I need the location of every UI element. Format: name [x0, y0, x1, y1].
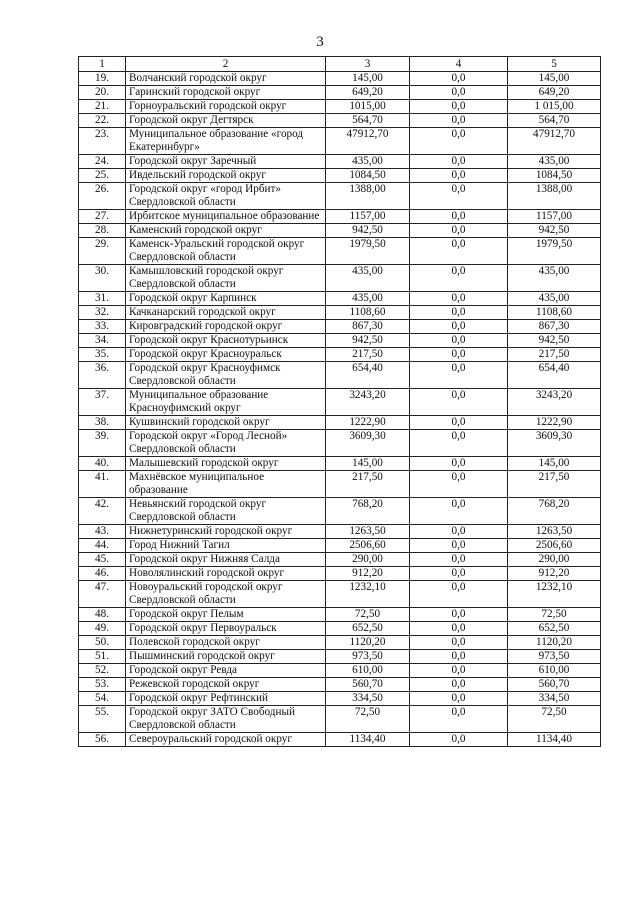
- row-number: 46.: [79, 567, 126, 581]
- table-row: [79, 457, 601, 471]
- table-row: [79, 183, 601, 210]
- municipality-name: Малышевский городской округ: [126, 457, 326, 471]
- table-row: [79, 265, 601, 292]
- column-3-value: 3243,20: [326, 389, 410, 416]
- column-4-value: 0,0: [410, 320, 508, 334]
- municipality-name: Городской округ «Город Лесной» Свердловской области: [126, 430, 326, 457]
- table-row: [79, 664, 601, 678]
- row-number: 30.: [79, 265, 126, 292]
- municipality-name: Пышминский городской округ: [126, 650, 326, 664]
- table-row: [79, 608, 601, 622]
- table-row: [79, 72, 601, 86]
- column-3-value: 942,50: [326, 224, 410, 238]
- row-number: 48.: [79, 608, 126, 622]
- table-row: [79, 733, 601, 747]
- municipality-name: Муниципальное образование Красноуфимский округ: [126, 389, 326, 416]
- column-header: 2: [126, 57, 326, 72]
- municipality-name: Городской округ Красноуфимск Свердловской области: [126, 362, 326, 389]
- column-5-value: 652,50: [508, 622, 601, 636]
- column-4-value: 0,0: [410, 664, 508, 678]
- row-number: 42.: [79, 498, 126, 525]
- table-row: [79, 581, 601, 608]
- column-5-value: 47912,70: [508, 128, 601, 155]
- column-5-value: 435,00: [508, 292, 601, 306]
- column-5-value: 1157,00: [508, 210, 601, 224]
- municipality-name: Камышловский городской округ Свердловской области: [126, 265, 326, 292]
- row-number: 55.: [79, 706, 126, 733]
- table-row: [79, 348, 601, 362]
- municipality-name: Городской округ Ревда: [126, 664, 326, 678]
- column-3-value: 1084,50: [326, 169, 410, 183]
- municipality-name: Каменский городской округ: [126, 224, 326, 238]
- table-row: [79, 86, 601, 100]
- column-5-value: 145,00: [508, 72, 601, 86]
- column-3-value: 768,20: [326, 498, 410, 525]
- column-4-value: 0,0: [410, 362, 508, 389]
- column-4-value: 0,0: [410, 210, 508, 224]
- table-row: [79, 567, 601, 581]
- column-5-value: 912,20: [508, 567, 601, 581]
- column-4-value: 0,0: [410, 183, 508, 210]
- column-3-value: 1108,60: [326, 306, 410, 320]
- row-number: 45.: [79, 553, 126, 567]
- column-3-value: 290,00: [326, 553, 410, 567]
- municipality-name: Махнёвское муниципальное образование: [126, 471, 326, 498]
- column-3-value: 649,20: [326, 86, 410, 100]
- row-number: 50.: [79, 636, 126, 650]
- column-4-value: 0,0: [410, 471, 508, 498]
- column-5-value: 1134,40: [508, 733, 601, 747]
- column-3-value: 145,00: [326, 72, 410, 86]
- column-5-value: 435,00: [508, 265, 601, 292]
- column-3-value: 564,70: [326, 114, 410, 128]
- column-4-value: 0,0: [410, 224, 508, 238]
- column-5-value: 1263,50: [508, 525, 601, 539]
- column-4-value: 0,0: [410, 636, 508, 650]
- column-4-value: 0,0: [410, 389, 508, 416]
- table-row: [79, 430, 601, 457]
- municipality-name: Городской округ Дегтярск: [126, 114, 326, 128]
- column-3-value: 72,50: [326, 706, 410, 733]
- column-3-value: 610,00: [326, 664, 410, 678]
- municipality-name: Городской округ Краснотурьинск: [126, 334, 326, 348]
- column-4-value: 0,0: [410, 678, 508, 692]
- column-3-value: 1120,20: [326, 636, 410, 650]
- column-5-value: 3609,30: [508, 430, 601, 457]
- municipality-name: Кировградский городской округ: [126, 320, 326, 334]
- municipality-name: Городской округ Первоуральск: [126, 622, 326, 636]
- column-3-value: 942,50: [326, 334, 410, 348]
- row-number: 19.: [79, 72, 126, 86]
- row-number: 21.: [79, 100, 126, 114]
- table-row: [79, 622, 601, 636]
- column-3-value: 2506,60: [326, 539, 410, 553]
- municipality-name: Городской округ Карпинск: [126, 292, 326, 306]
- column-header: 4: [410, 57, 508, 72]
- municipality-name: Городской округ Рефтинский: [126, 692, 326, 706]
- column-4-value: 0,0: [410, 650, 508, 664]
- municipality-name: Кушвинский городской округ: [126, 416, 326, 430]
- column-5-value: 564,70: [508, 114, 601, 128]
- column-4-value: 0,0: [410, 155, 508, 169]
- column-3-value: 47912,70: [326, 128, 410, 155]
- row-number: 33.: [79, 320, 126, 334]
- column-5-value: 2506,60: [508, 539, 601, 553]
- column-5-value: 942,50: [508, 224, 601, 238]
- table-row: [79, 210, 601, 224]
- municipality-name: Ирбитское муниципальное образование: [126, 210, 326, 224]
- column-5-value: 942,50: [508, 334, 601, 348]
- column-4-value: 0,0: [410, 733, 508, 747]
- column-5-value: 1979,50: [508, 238, 601, 265]
- municipality-name: Городской округ Нижняя Салда: [126, 553, 326, 567]
- column-3-value: 1979,50: [326, 238, 410, 265]
- column-4-value: 0,0: [410, 553, 508, 567]
- row-number: 39.: [79, 430, 126, 457]
- column-5-value: 290,00: [508, 553, 601, 567]
- municipality-name: Городской округ Заречный: [126, 155, 326, 169]
- table-row: [79, 471, 601, 498]
- row-number: 32.: [79, 306, 126, 320]
- page-number: 3: [316, 34, 324, 50]
- column-3-value: 1015,00: [326, 100, 410, 114]
- column-3-value: 217,50: [326, 471, 410, 498]
- column-5-value: 1 015,00: [508, 100, 601, 114]
- column-3-value: 72,50: [326, 608, 410, 622]
- column-3-value: 560,70: [326, 678, 410, 692]
- row-number: 47.: [79, 581, 126, 608]
- row-number: 53.: [79, 678, 126, 692]
- column-5-value: 560,70: [508, 678, 601, 692]
- column-5-value: 72,50: [508, 706, 601, 733]
- column-3-value: 145,00: [326, 457, 410, 471]
- column-header: 1: [79, 57, 126, 72]
- column-5-value: 867,30: [508, 320, 601, 334]
- column-3-value: 1232,10: [326, 581, 410, 608]
- column-4-value: 0,0: [410, 567, 508, 581]
- column-4-value: 0,0: [410, 128, 508, 155]
- municipality-name: Муниципальное образование «город Екатеринбург»: [126, 128, 326, 155]
- column-4-value: 0,0: [410, 706, 508, 733]
- table-row: [79, 636, 601, 650]
- row-number: 20.: [79, 86, 126, 100]
- allocation-table: [78, 56, 601, 747]
- column-4-value: 0,0: [410, 416, 508, 430]
- column-4-value: 0,0: [410, 72, 508, 86]
- row-number: 22.: [79, 114, 126, 128]
- column-4-value: 0,0: [410, 265, 508, 292]
- column-4-value: 0,0: [410, 525, 508, 539]
- column-5-value: 654,40: [508, 362, 601, 389]
- column-5-value: 145,00: [508, 457, 601, 471]
- column-4-value: 0,0: [410, 581, 508, 608]
- municipality-name: Каменск-Уральский городской округ Свердловской области: [126, 238, 326, 265]
- column-5-value: 1388,00: [508, 183, 601, 210]
- column-3-value: 1222,90: [326, 416, 410, 430]
- row-number: 24.: [79, 155, 126, 169]
- column-4-value: 0,0: [410, 114, 508, 128]
- column-5-value: 1120,20: [508, 636, 601, 650]
- row-number: 51.: [79, 650, 126, 664]
- municipality-name: Ивдельский городской округ: [126, 169, 326, 183]
- table-row: [79, 650, 601, 664]
- table-header-row: [79, 57, 601, 72]
- column-5-value: 72,50: [508, 608, 601, 622]
- table-row: [79, 692, 601, 706]
- row-number: 40.: [79, 457, 126, 471]
- column-4-value: 0,0: [410, 86, 508, 100]
- column-header: 5: [508, 57, 601, 72]
- row-number: 25.: [79, 169, 126, 183]
- column-4-value: 0,0: [410, 238, 508, 265]
- row-number: 35.: [79, 348, 126, 362]
- column-5-value: 1232,10: [508, 581, 601, 608]
- column-4-value: 0,0: [410, 306, 508, 320]
- column-5-value: 3243,20: [508, 389, 601, 416]
- table-row: [79, 100, 601, 114]
- column-4-value: 0,0: [410, 292, 508, 306]
- municipality-name: Североуральский городской округ: [126, 733, 326, 747]
- table-row: [79, 525, 601, 539]
- table-body: [79, 72, 601, 747]
- column-3-value: 435,00: [326, 155, 410, 169]
- table-row: [79, 362, 601, 389]
- column-4-value: 0,0: [410, 692, 508, 706]
- table-row: [79, 114, 601, 128]
- column-4-value: 0,0: [410, 608, 508, 622]
- municipality-name: Горноуральский городской округ: [126, 100, 326, 114]
- column-4-value: 0,0: [410, 539, 508, 553]
- table-row: [79, 224, 601, 238]
- column-5-value: 768,20: [508, 498, 601, 525]
- column-5-value: 649,20: [508, 86, 601, 100]
- column-header: 3: [326, 57, 410, 72]
- row-number: 23.: [79, 128, 126, 155]
- column-3-value: 654,40: [326, 362, 410, 389]
- row-number: 34.: [79, 334, 126, 348]
- municipality-name: Нижнетуринский городской округ: [126, 525, 326, 539]
- table-row: [79, 706, 601, 733]
- row-number: 36.: [79, 362, 126, 389]
- column-4-value: 0,0: [410, 348, 508, 362]
- column-5-value: 1084,50: [508, 169, 601, 183]
- municipality-name: Новоуральский городской округ Свердловской области: [126, 581, 326, 608]
- table-row: [79, 155, 601, 169]
- column-3-value: 867,30: [326, 320, 410, 334]
- column-5-value: 1222,90: [508, 416, 601, 430]
- row-number: 27.: [79, 210, 126, 224]
- municipality-name: Невьянский городской округ Свердловской области: [126, 498, 326, 525]
- row-number: 31.: [79, 292, 126, 306]
- municipality-name: Полевской городской округ: [126, 636, 326, 650]
- column-5-value: 973,50: [508, 650, 601, 664]
- table-row: [79, 389, 601, 416]
- table-row: [79, 169, 601, 183]
- column-3-value: 334,50: [326, 692, 410, 706]
- column-4-value: 0,0: [410, 622, 508, 636]
- municipality-name: Городской округ Красноуральск: [126, 348, 326, 362]
- municipality-name: Город Нижний Тагил: [126, 539, 326, 553]
- column-4-value: 0,0: [410, 457, 508, 471]
- municipality-name: Гаринский городской округ: [126, 86, 326, 100]
- column-3-value: 1157,00: [326, 210, 410, 224]
- table-row: [79, 128, 601, 155]
- column-3-value: 912,20: [326, 567, 410, 581]
- row-number: 44.: [79, 539, 126, 553]
- municipality-name: Городской округ Пелым: [126, 608, 326, 622]
- column-4-value: 0,0: [410, 498, 508, 525]
- column-4-value: 0,0: [410, 100, 508, 114]
- column-5-value: 435,00: [508, 155, 601, 169]
- table-row: [79, 238, 601, 265]
- row-number: 37.: [79, 389, 126, 416]
- municipality-name: Качканарский городской округ: [126, 306, 326, 320]
- column-5-value: 610,00: [508, 664, 601, 678]
- table-row: [79, 306, 601, 320]
- row-number: 43.: [79, 525, 126, 539]
- table-row: [79, 553, 601, 567]
- municipality-name: Городской округ ЗАТО Свободный Свердловской области: [126, 706, 326, 733]
- row-number: 29.: [79, 238, 126, 265]
- column-3-value: 435,00: [326, 265, 410, 292]
- column-3-value: 1263,50: [326, 525, 410, 539]
- table-row: [79, 292, 601, 306]
- column-3-value: 217,50: [326, 348, 410, 362]
- column-5-value: 217,50: [508, 348, 601, 362]
- row-number: 49.: [79, 622, 126, 636]
- column-3-value: 1134,40: [326, 733, 410, 747]
- column-4-value: 0,0: [410, 169, 508, 183]
- municipality-name: Городской округ «город Ирбит» Свердловской области: [126, 183, 326, 210]
- row-number: 41.: [79, 471, 126, 498]
- column-3-value: 973,50: [326, 650, 410, 664]
- column-4-value: 0,0: [410, 334, 508, 348]
- table-row: [79, 498, 601, 525]
- table-row: [79, 416, 601, 430]
- table-row: [79, 539, 601, 553]
- column-4-value: 0,0: [410, 430, 508, 457]
- row-number: 26.: [79, 183, 126, 210]
- row-number: 28.: [79, 224, 126, 238]
- column-5-value: 334,50: [508, 692, 601, 706]
- column-3-value: 3609,30: [326, 430, 410, 457]
- column-5-value: 1108,60: [508, 306, 601, 320]
- row-number: 54.: [79, 692, 126, 706]
- municipality-name: Волчанский городской округ: [126, 72, 326, 86]
- column-5-value: 217,50: [508, 471, 601, 498]
- row-number: 56.: [79, 733, 126, 747]
- table-row: [79, 320, 601, 334]
- table-row: [79, 678, 601, 692]
- table-row: [79, 334, 601, 348]
- column-3-value: 652,50: [326, 622, 410, 636]
- municipality-name: Новолялинский городской округ: [126, 567, 326, 581]
- column-3-value: 1388,00: [326, 183, 410, 210]
- row-number: 38.: [79, 416, 126, 430]
- column-3-value: 435,00: [326, 292, 410, 306]
- row-number: 52.: [79, 664, 126, 678]
- municipality-name: Режевской городской округ: [126, 678, 326, 692]
